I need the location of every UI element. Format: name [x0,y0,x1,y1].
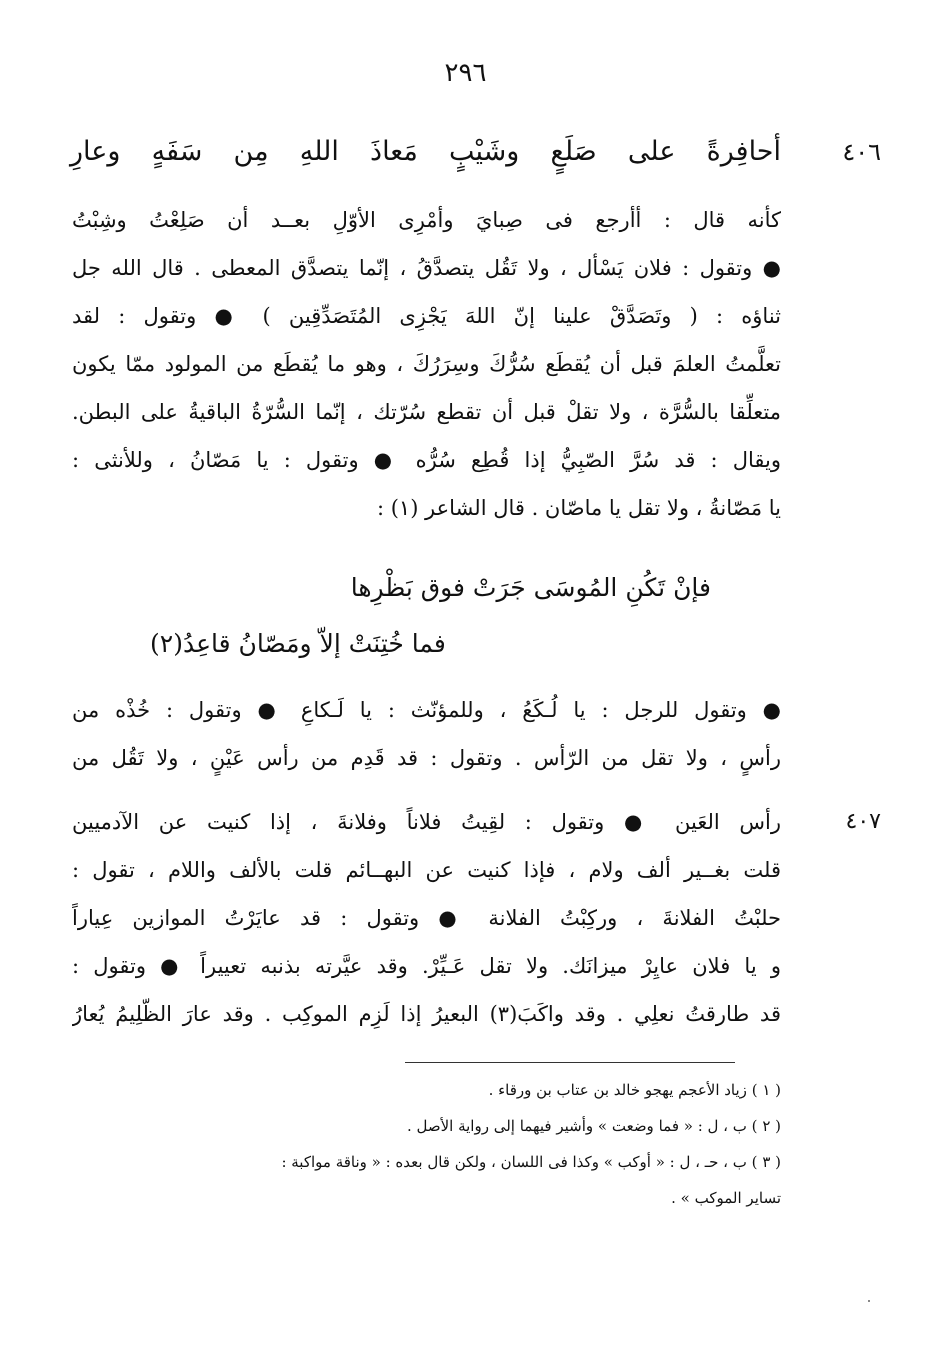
scan-speck [868,1300,870,1302]
text-line: و يا فلان عايِرْ ميزانَك. ولا تقل عَـيِّرْ. وقد عيَّرته بذنبه تعييراً ● وتقول : [72,954,781,978]
text-line: ● وتقول : فلان يَسْأل ، ولا تَقُل يتصدَّقُ ، إنّما يتصدَّق المعطى . قال الله جل [72,256,781,280]
footnote-1: ( ١ ) زياد الأعجم يهجو خالد بن عتاب بن ورقاء . [488,1081,781,1099]
text-line: ثناؤه : ( وتَصَدَّقْ علينا إنّ اللهَ يَجْزِى المُتَصَدِّقِين ) ● وتقول : لقد [72,304,781,328]
footnote-divider [405,1062,735,1063]
text-line: ● وتقول للرجل : يا لُـكَعُ ، وللمؤنّث : يا لَـكاعِ ● وتقول : خُذْه من [72,698,781,722]
paragraph-3 [72,798,781,1038]
footnote-3: ( ٣ ) ب ، حـ ، ل : « أوكب » وكذا فى اللسان ، ولكن قال بعده : « وناقة مواكبة : [281,1153,781,1171]
text-line: متعلِّقا بالسُّرَّة ، ولا تقلْ قبل أن تقطع سُرّتك ، إنّما السُّرّةُ الباقيةُ على البطن. [72,400,781,424]
text-line: كأنه قال : أأرجع فى صِبايَ وأمْرِى الأوّلِ بعــد أن صَلِعْتُ وشِبْتُ [72,208,781,232]
footnotes [72,1072,781,1216]
footnote-2: ( ٢ ) ب ، ل : « فما وضعت » وأشير فيهما إلى رواية الأصل . [406,1117,781,1135]
text-line: رأسٍ ، ولا تقل من الرّأس . وتقول : قد قَدِم من رأس عَيْنٍ ، ولا تَقُل من [72,746,781,770]
verse-406-line: أحافِرةً على صَلَعٍ وشَيْبٍ مَعاذَ اللهِ مِن سَفَهٍ وعارِ [70,136,781,167]
text-line: قلت بغــير ألف ولام ، فإذا كنيت عن البهــائم قلت بالألف واللام ، تقول : [72,858,781,882]
text-line: رأس العَين ● وتقول : لقِيتُ فلاناً وفلانةَ ، إذا كنيت عن الآدميين [72,810,781,834]
poem-hemistich-1: فإنْ تَكُنِ المُوسَى جَرَتْ فوق بَظْرِها [350,573,711,602]
verse-number-406: ٤٠٦ [842,138,881,166]
text-line: ويقال : قد سُرَّ الصّبِيُّ إذا قُطِع سُرُّه ● وتقول : يا مَصّانُ ، وللأنثى : [72,448,781,472]
text-line: تعلَّمتُ العلمَ قبل أن يُقطَع سُرُّكَ وسِرَرُكَ ، وهو ما يُقطَع من المولود ممّا يكون [72,352,781,376]
text-line: قد طارقتُ نعلِي . وقد واكَبَ(٣) البعيرُ إذا لَزِم الموكِب . وقد عارَ الظّلِيمُ يُعارُ [72,1002,781,1026]
verse-number-407: ٤٠٧ [845,809,881,834]
footnote-3-continued: تساير الموكب » . [671,1189,781,1207]
text-line: يا مَصّانةُ ، ولا تقل يا ماصّان . قال الشاعر (١) : [376,496,781,520]
text-line: حلبْتُ الفلانةَ ، وركِبْتُ الفلانة ● وتقول : قد عايَرْتُ الموازين عِياراً [72,906,781,930]
poem-verse [100,560,721,672]
poem-hemistich-2: فما خُتِنَتْ إلاّ ومَصّانُ قاعِدُ(٢) [150,629,446,658]
paragraph-2 [72,686,781,782]
page-number: ٢٩٦ [444,58,487,88]
paragraph-1 [72,196,781,532]
